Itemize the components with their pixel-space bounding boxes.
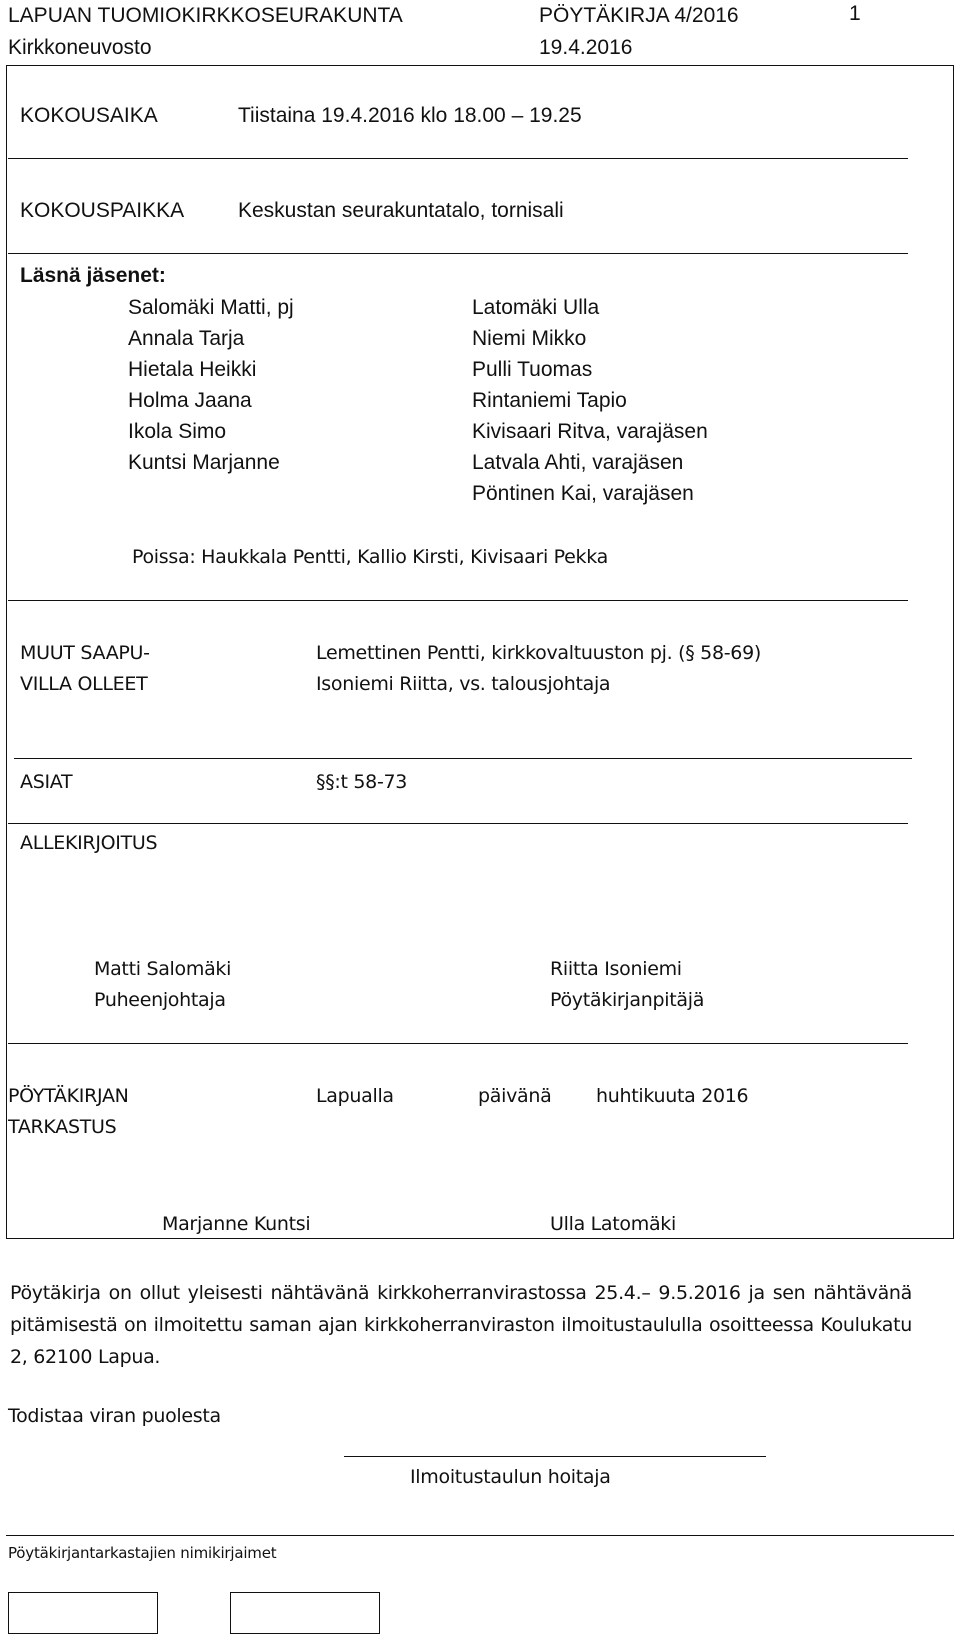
- others-entry: Lemettinen Pentti, kirkkovaltuuston pj. (§ 58-69): [316, 642, 761, 664]
- attendee-right: Niemi Mikko: [472, 327, 587, 350]
- initials-box[interactable]: [8, 1592, 158, 1634]
- attendee-left: Ikola Simo: [128, 420, 227, 443]
- footer-divider: [6, 1535, 954, 1536]
- page-number: 1: [849, 2, 861, 25]
- attendee-right: Latvala Ahti, varajäsen: [472, 451, 684, 474]
- initials-label: Pöytäkirjantarkastajien nimikirjaimet: [8, 1544, 277, 1562]
- divider: [8, 600, 908, 601]
- meeting-time-value: Tiistaina 19.4.2016 klo 18.00 – 19.25: [238, 104, 582, 127]
- notice-paragraph: Pöytäkirja on ollut yleisesti nähtävänä kirkkoherranvirastossa 25.4.– 9.5.2016 ja sen nähtävänä pitämisestä on ilmoitettu saman ajan kirkkoherranviraston ilmoitustaululla osoitteessa Koulukatu 2, 62100 Lapua.: [10, 1282, 912, 1368]
- meeting-place-value: Keskustan seurakuntatalo, tornisali: [238, 199, 564, 222]
- secretary-role: Pöytäkirjanpitäjä: [550, 989, 705, 1011]
- notice-board-role: Ilmoitustaulun hoitaja: [410, 1466, 611, 1488]
- review-label-line1: PÖYTÄKIRJAN: [8, 1085, 129, 1107]
- attendee-right: Kivisaari Ritva, varajäsen: [472, 420, 708, 443]
- attendee-right: Rintaniemi Tapio: [472, 389, 627, 412]
- review-day: päivänä: [478, 1085, 552, 1107]
- attendee-right: Pulli Tuomas: [472, 358, 593, 381]
- secretary-name: Riitta Isoniemi: [550, 958, 682, 980]
- others-label-line2: VILLA OLLEET: [20, 673, 148, 695]
- frame-bottom-border: [6, 1238, 954, 1239]
- divider: [8, 158, 908, 159]
- divider: [8, 1043, 908, 1044]
- reviewer-name: Marjanne Kuntsi: [162, 1213, 311, 1235]
- review-place: Lapualla: [316, 1085, 394, 1107]
- attendee-left: Salomäki Matti, pj: [128, 296, 294, 319]
- review-label-line2: TARKASTUS: [8, 1116, 117, 1138]
- chair-role: Puheenjohtaja: [94, 989, 226, 1011]
- matters-label: ASIAT: [20, 771, 73, 793]
- divider: [8, 823, 908, 824]
- signature-line: [344, 1456, 766, 1457]
- attendee-left: Holma Jaana: [128, 389, 252, 412]
- review-month: huhtikuuta 2016: [596, 1085, 749, 1107]
- document-title: PÖYTÄKIRJA 4/2016: [539, 4, 739, 27]
- chair-name: Matti Salomäki: [94, 958, 232, 980]
- others-entry: Isoniemi Riitta, vs. talousjohtaja: [316, 673, 611, 695]
- others-label-line1: MUUT SAAPU-: [20, 642, 150, 664]
- meeting-time-label: KOKOUSAIKA: [20, 104, 158, 127]
- signature-label: ALLEKIRJOITUS: [20, 832, 158, 854]
- attest-text: Todistaa viran puolesta: [8, 1405, 221, 1427]
- attendee-left: Hietala Heikki: [128, 358, 257, 381]
- attendee-left: Annala Tarja: [128, 327, 245, 350]
- attendee-right: Pöntinen Kai, varajäsen: [472, 482, 694, 505]
- attendee-right: Latomäki Ulla: [472, 296, 600, 319]
- divider: [14, 758, 912, 759]
- meeting-place-label: KOKOUSPAIKKA: [20, 199, 185, 222]
- body-name: Kirkkoneuvosto: [8, 36, 152, 59]
- absent-list: Poissa: Haukkala Pentti, Kallio Kirsti, Kivisaari Pekka: [132, 546, 608, 568]
- initials-box[interactable]: [230, 1592, 380, 1634]
- document-date: 19.4.2016: [539, 36, 633, 59]
- attendee-left: Kuntsi Marjanne: [128, 451, 280, 474]
- divider: [8, 253, 908, 254]
- org-name: LAPUAN TUOMIOKIRKKOSEURAKUNTA: [8, 4, 403, 27]
- attendees-label: Läsnä jäsenet:: [20, 264, 166, 287]
- matters-value: §§:t 58-73: [316, 771, 408, 793]
- reviewer-name: Ulla Latomäki: [550, 1213, 676, 1235]
